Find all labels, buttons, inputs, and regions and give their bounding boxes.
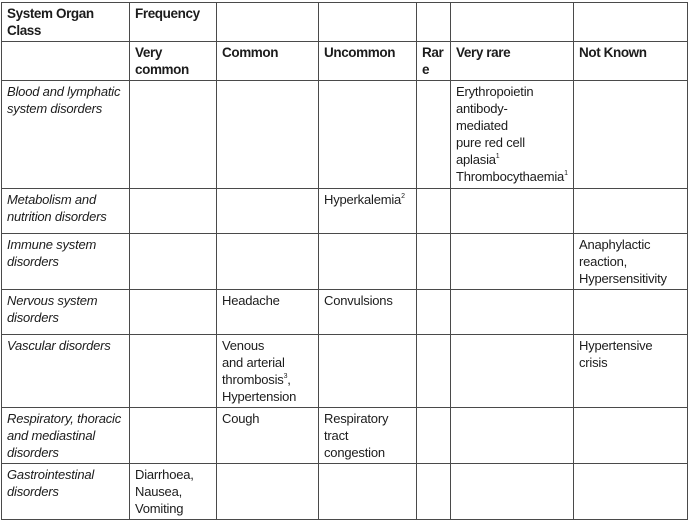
reaction-text: [135, 483, 212, 500]
system-organ-class-text: Metabolism and: [7, 192, 96, 207]
reaction-text: [456, 83, 569, 100]
reaction-text: [222, 371, 314, 388]
frequency-cell-common: [217, 464, 319, 520]
system-organ-class-text: and mediastinal: [7, 428, 96, 443]
header-row-top: [2, 3, 688, 42]
header-system-organ-class: System Organ Class: [2, 3, 130, 42]
reaction-text: [222, 410, 314, 427]
reaction-term: thrombosis: [222, 372, 284, 387]
frequency-cell-very-common: [130, 81, 217, 189]
reaction-term: Erythropoietin: [456, 84, 534, 99]
frequency-cell-common: [217, 81, 319, 189]
table-body: [2, 81, 688, 520]
header-frequency: Frequency: [130, 3, 217, 42]
frequency-cell-common: [217, 234, 319, 290]
table-row: [2, 189, 688, 234]
frequency-cell-very-common: [130, 408, 217, 464]
system-organ-class-text: disorders: [7, 445, 59, 460]
frequency-cell-uncommon: [319, 335, 417, 408]
system-organ-class-text: Respiratory, thoracic: [7, 411, 122, 426]
system-organ-class-text: Blood and lymphatic: [7, 84, 121, 99]
reaction-term: congestion: [324, 445, 385, 460]
frequency-cell-rare: [417, 81, 451, 189]
header-empty: [319, 3, 417, 42]
reaction-term: Respiratory: [324, 411, 389, 426]
reaction-term: Hypertensive: [579, 338, 653, 353]
frequency-cell-common: [217, 189, 319, 234]
reaction-text: [324, 427, 412, 444]
column-header-not-known: Not Known: [574, 42, 688, 81]
system-organ-class-cell: [2, 464, 130, 520]
frequency-cell-rare: [417, 290, 451, 335]
frequency-cell-uncommon: [319, 189, 417, 234]
reaction-term: Hypersensitivity: [579, 271, 667, 286]
reaction-term: tract: [324, 428, 349, 443]
system-organ-class-cell: [2, 81, 130, 189]
header-empty: [417, 3, 451, 42]
frequency-cell-very-rare: [451, 234, 574, 290]
frequency-cell-very-rare: [451, 81, 574, 189]
adverse-reactions-table: [1, 2, 688, 520]
column-header-common: Common: [217, 42, 319, 81]
header-empty: [574, 3, 688, 42]
reaction-text: [222, 337, 314, 354]
frequency-cell-not-known: [574, 234, 688, 290]
reaction-text: [456, 134, 569, 151]
reaction-text: [579, 236, 683, 253]
reaction-term: Headache: [222, 293, 280, 308]
column-header-very-common: Very common: [130, 42, 217, 81]
frequency-cell-common: [217, 290, 319, 335]
frequency-cell-not-known: [574, 464, 688, 520]
reaction-term: aplasia: [456, 152, 496, 167]
reaction-text: [222, 354, 314, 371]
reaction-text: [579, 354, 683, 371]
reaction-text: [135, 500, 212, 517]
frequency-cell-uncommon: [319, 464, 417, 520]
reaction-term: antibody-: [456, 101, 508, 116]
frequency-cell-not-known: [574, 81, 688, 189]
reaction-text: [324, 191, 412, 208]
table-row: [2, 234, 688, 290]
system-organ-class-cell: [2, 234, 130, 290]
frequency-cell-very-rare: [451, 464, 574, 520]
reaction-text: [135, 466, 212, 483]
frequency-cell-very-common: [130, 464, 217, 520]
frequency-cell-very-common: [130, 335, 217, 408]
reaction-term: Hyperkalemia: [324, 192, 402, 207]
system-organ-class-text: nutrition disorders: [7, 209, 107, 224]
reaction-text: [456, 151, 569, 168]
reaction-text: [456, 100, 569, 117]
system-organ-class-cell: [2, 290, 130, 335]
system-organ-class-text: system disorders: [7, 101, 103, 116]
reaction-term: Nausea,: [135, 484, 183, 499]
frequency-cell-very-rare: [451, 408, 574, 464]
column-header-uncommon: Uncommon: [319, 42, 417, 81]
system-organ-class-text: Vascular disorders: [7, 338, 111, 353]
reaction-term: Thrombocythaemia: [456, 169, 565, 184]
reaction-text: [324, 292, 412, 309]
reaction-text: [222, 388, 314, 405]
punctuation: ,: [287, 372, 291, 387]
reaction-term: mediated: [456, 118, 508, 133]
header-row-columns: [2, 42, 688, 81]
column-header-rare: Rare: [417, 42, 451, 81]
frequency-cell-rare: [417, 234, 451, 290]
system-organ-class-cell: [2, 335, 130, 408]
system-organ-class-cell: [2, 408, 130, 464]
header-empty: [451, 3, 574, 42]
frequency-cell-uncommon: [319, 408, 417, 464]
footnote-marker: 1: [564, 170, 568, 177]
system-organ-class-text: disorders: [7, 254, 59, 269]
reaction-term: and arterial: [222, 355, 285, 370]
reaction-text: [324, 410, 412, 427]
system-organ-class-text: Immune system: [7, 237, 97, 252]
frequency-cell-very-rare: [451, 290, 574, 335]
reaction-text: [456, 117, 569, 134]
reaction-term: Diarrhoea,: [135, 467, 194, 482]
frequency-cell-common: [217, 335, 319, 408]
system-organ-class-text: disorders: [7, 484, 59, 499]
frequency-cell-not-known: [574, 335, 688, 408]
frequency-cell-uncommon: [319, 234, 417, 290]
frequency-cell-very-rare: [451, 335, 574, 408]
frequency-cell-not-known: [574, 290, 688, 335]
footnote-marker: 2: [401, 193, 405, 200]
frequency-cell-very-common: [130, 234, 217, 290]
frequency-cell-rare: [417, 408, 451, 464]
table-row: [2, 464, 688, 520]
reaction-term: Cough: [222, 411, 260, 426]
column-header-very-rare: Very rare: [451, 42, 574, 81]
table-row: [2, 335, 688, 408]
reaction-term: Vomiting: [135, 501, 184, 516]
reaction-term: Anaphylactic: [579, 237, 651, 252]
reaction-text: [456, 168, 569, 185]
header-empty: [2, 42, 130, 81]
header-empty: [217, 3, 319, 42]
table-row: [2, 290, 688, 335]
frequency-cell-uncommon: [319, 290, 417, 335]
table-row: [2, 81, 688, 189]
frequency-cell-rare: [417, 335, 451, 408]
adverse-reactions-table-container: [1, 2, 688, 520]
system-organ-class-text: Gastrointestinal: [7, 467, 95, 482]
reaction-term: Hypertension: [222, 389, 297, 404]
system-organ-class-cell: [2, 189, 130, 234]
reaction-term: Venous: [222, 338, 265, 353]
frequency-cell-rare: [417, 189, 451, 234]
frequency-cell-very-common: [130, 290, 217, 335]
frequency-cell-uncommon: [319, 81, 417, 189]
system-organ-class-text: Nervous system: [7, 293, 98, 308]
reaction-text: [222, 292, 314, 309]
frequency-cell-very-common: [130, 189, 217, 234]
frequency-cell-rare: [417, 464, 451, 520]
frequency-cell-not-known: [574, 189, 688, 234]
footnote-marker: 3: [283, 373, 288, 380]
reaction-term: crisis: [579, 355, 608, 370]
footnote-marker: 1: [495, 153, 500, 160]
frequency-cell-common: [217, 408, 319, 464]
reaction-text: [324, 444, 412, 461]
reaction-term: pure red cell: [456, 135, 525, 150]
frequency-cell-not-known: [574, 408, 688, 464]
table-row: [2, 408, 688, 464]
reaction-text: [579, 253, 683, 270]
reaction-term: reaction,: [579, 254, 628, 269]
frequency-cell-very-rare: [451, 189, 574, 234]
system-organ-class-text: disorders: [7, 310, 59, 325]
reaction-term: Convulsions: [324, 293, 393, 308]
reaction-text: [579, 337, 683, 354]
reaction-text: [579, 270, 683, 287]
